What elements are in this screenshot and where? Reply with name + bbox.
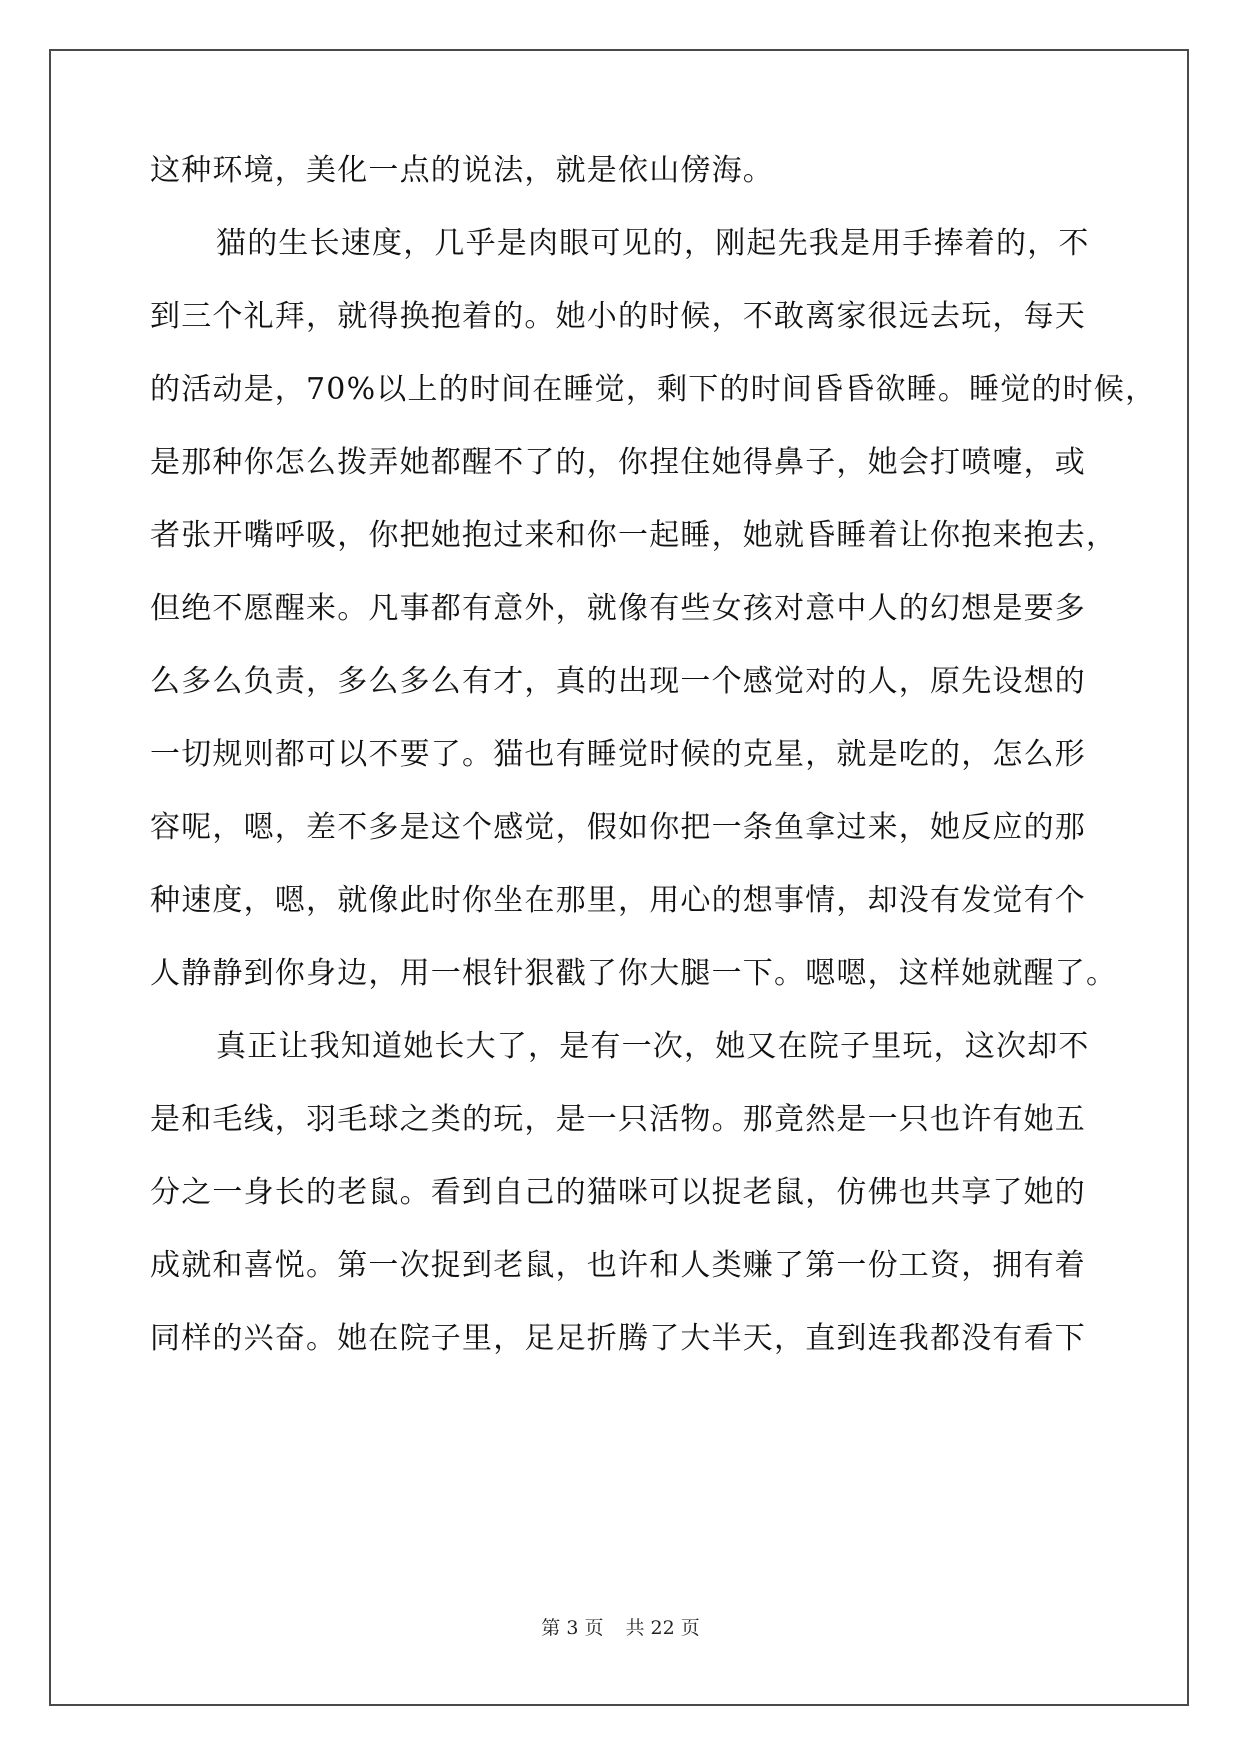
text-line: 种速度，嗯，就像此时你坐在那里，用心的想事情，却没有发觉有个 — [150, 883, 1086, 918]
text-line: 一切规则都可以不要了。猫也有睡觉时候的克星，就是吃的，怎么形 — [150, 737, 1086, 772]
text-line: 成就和喜悦。第一次捉到老鼠，也许和人类赚了第一份工资，拥有着 — [150, 1248, 1086, 1283]
text-line: 的活动是，70%以上的时间在睡觉，剩下的时间昏昏欲睡。睡觉的时候， — [150, 372, 1157, 407]
page-footer — [0, 1616, 1241, 1640]
text-line: 么多么负责，多么多么有才，真的出现一个感觉对的人，原先设想的 — [150, 664, 1086, 699]
text-line: 同样的兴奋。她在院子里，足足折腾了大半天，直到连我都没有看下 — [150, 1321, 1086, 1356]
text-line: 是那种你怎么拨弄她都醒不了的，你捏住她得鼻子，她会打喷嚏，或 — [150, 445, 1086, 480]
page-total: 共 22 页 — [625, 1617, 700, 1639]
text-line: 是和毛线，羽毛球之类的玩，是一只活物。那竟然是一只也许有她五 — [150, 1102, 1086, 1137]
text-line: 容呢，嗯，差不多是这个感觉，假如你把一条鱼拿过来，她反应的那 — [150, 810, 1086, 845]
text-line: 这种环境，美化一点的说法，就是依山傍海。 — [150, 153, 774, 188]
text-line: 但绝不愿醒来。凡事都有意外，就像有些女孩对意中人的幻想是要多 — [150, 591, 1086, 626]
paragraph-first-line: 真正让我知道她长大了，是有一次，她又在院子里玩，这次却不 — [216, 1029, 1090, 1064]
paragraph-first-line: 猫的生长速度，几乎是肉眼可见的，刚起先我是用手捧着的，不 — [216, 226, 1090, 261]
text-line: 到三个礼拜，就得换抱着的。她小的时候，不敢离家很远去玩，每天 — [150, 299, 1086, 334]
page-number: 第 3 页 — [541, 1617, 604, 1639]
text-line: 者张开嘴呼吸，你把她抱过来和你一起睡，她就昏睡着让你抱来抱去， — [150, 518, 1118, 553]
text-line: 人静静到你身边，用一根针狠戳了你大腿一下。嗯嗯，这样她就醒了。 — [150, 956, 1118, 991]
text-line: 分之一身长的老鼠。看到自己的猫咪可以捉老鼠，仿佛也共享了她的 — [150, 1175, 1086, 1210]
